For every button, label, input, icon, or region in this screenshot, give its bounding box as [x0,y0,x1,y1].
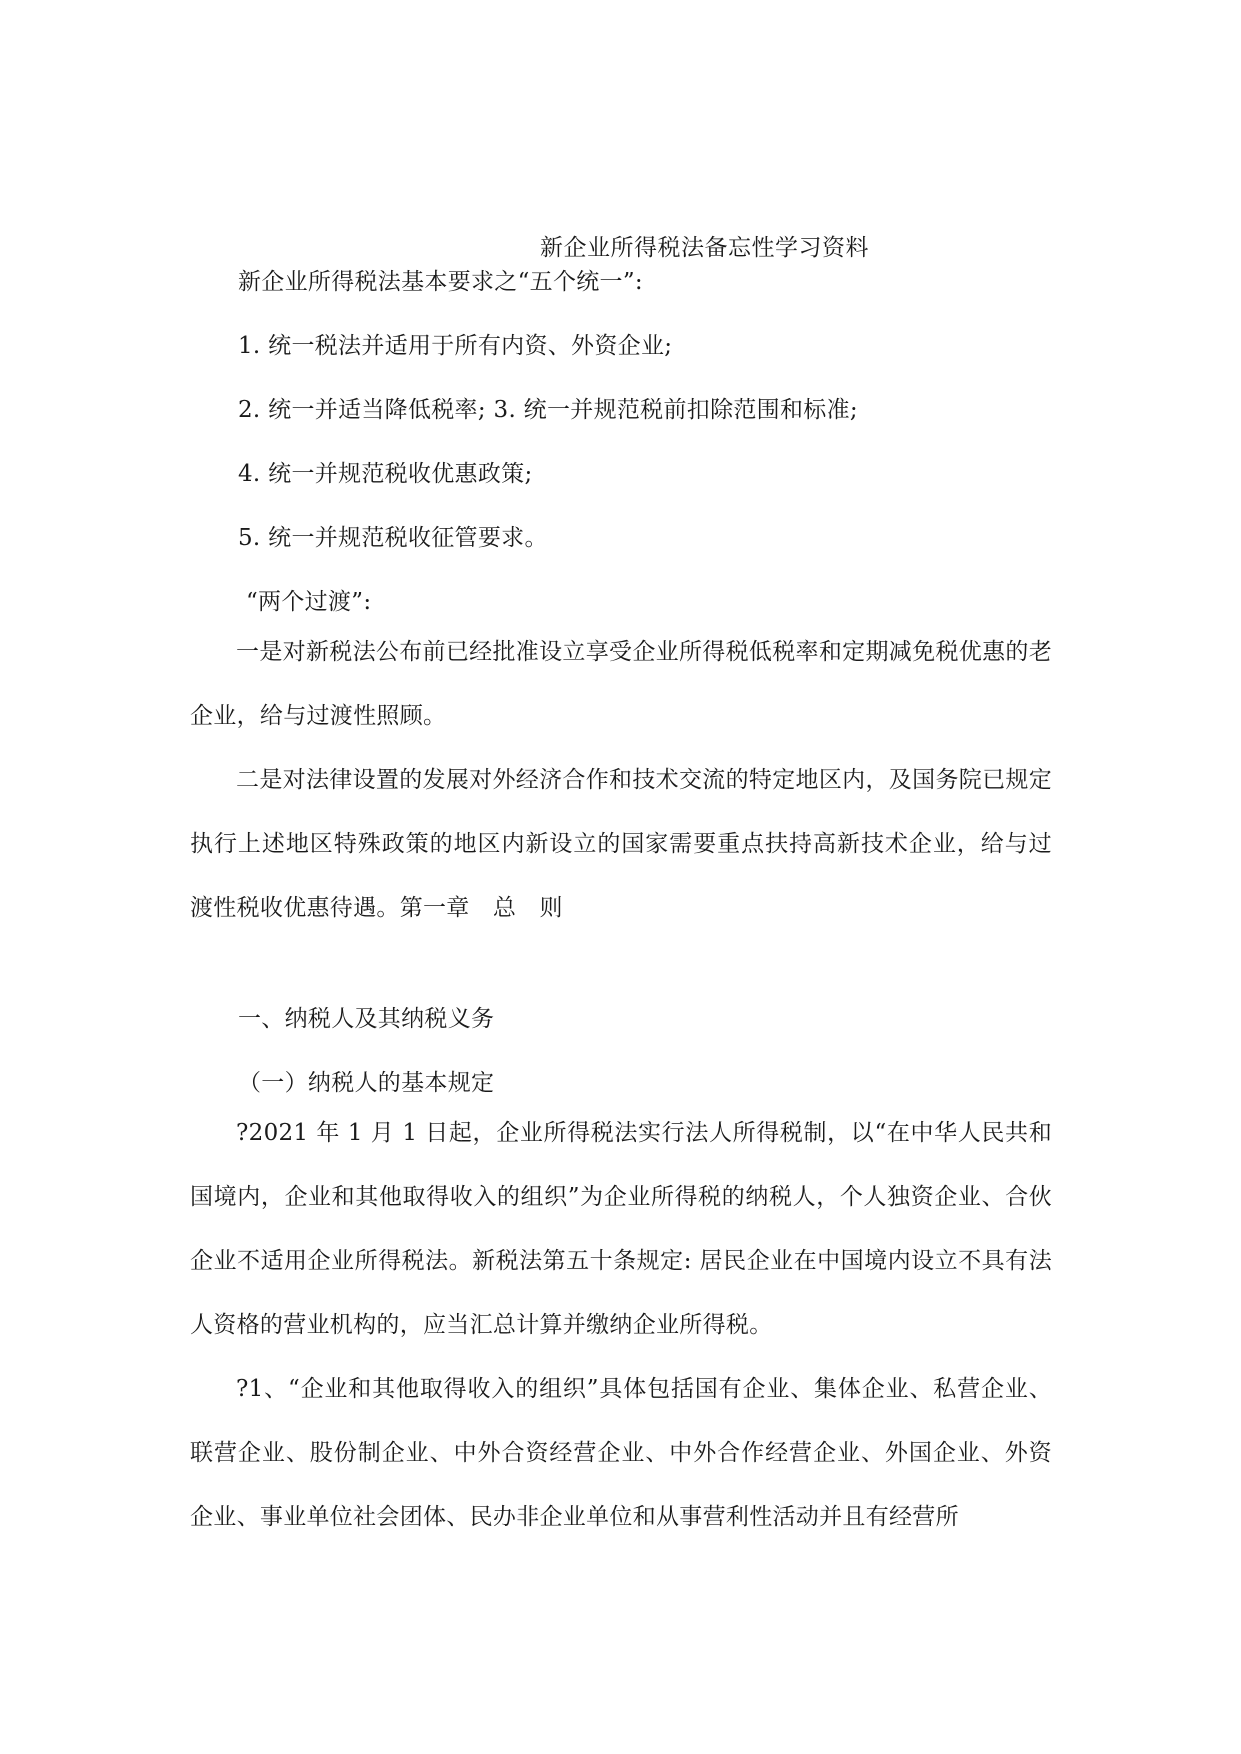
list-item-5: 5. 统一并规范税收征管要求。 [238,525,548,551]
paragraph-taxpayer: ?2021 年 1 月 1 日起，企业所得税法实行法人所得税制，以“在中华人民共和国境内，企业和其他取得收入的组织”为企业所得税的纳税人，个人独资企业、合伙企业不适用企业所得税法。新税法第五十条规定: 居民企业在中国境内设立不具有法人资格的营业机构的，应当汇总计算并缴纳企业所得税。 [190,1120,1052,1338]
transition-heading: “两个过渡”: [246,589,372,615]
document-title: 新企业所得税法备忘性学习资料 [540,235,869,261]
intro-line: 新企业所得税法基本要求之“五个统一”: [238,269,643,295]
paragraph-transition-2: 二是对法律设置的发展对外经济合作和技术交流的特定地区内，及国务院已规定执行上述地区特殊政策的地区内新设立的国家需要重点扶持高新技术企业，给与过渡性税收优惠待遇。第一章 总 则 [190,767,1052,921]
paragraph-organizations: ?1、“企业和其他取得收入的组织”具体包括国有企业、集体企业、私营企业、联营企业、股份制企业、中外合资经营企业、中外合作经营企业、外国企业、外资企业、事业单位社会团体、民办非企业单位和从事营利性活动并且有经营所 [190,1376,1052,1530]
list-item-1: 1. 统一税法并适用于所有内资、外资企业; [238,333,673,359]
section-heading: 一、纳税人及其纳税义务 [238,1006,495,1032]
list-item-2-3: 2. 统一并适当降低税率; 3. 统一并规范税前扣除范围和标准; [238,397,858,423]
list-item-4: 4. 统一并规范税收优惠政策; [238,461,533,487]
paragraph-transition-1: 一是对新税法公布前已经批准设立享受企业所得税低税率和定期减免税优惠的老企业，给与过渡性照顾。 [190,639,1052,729]
subsection-heading: （一）纳税人的基本规定 [238,1070,495,1096]
